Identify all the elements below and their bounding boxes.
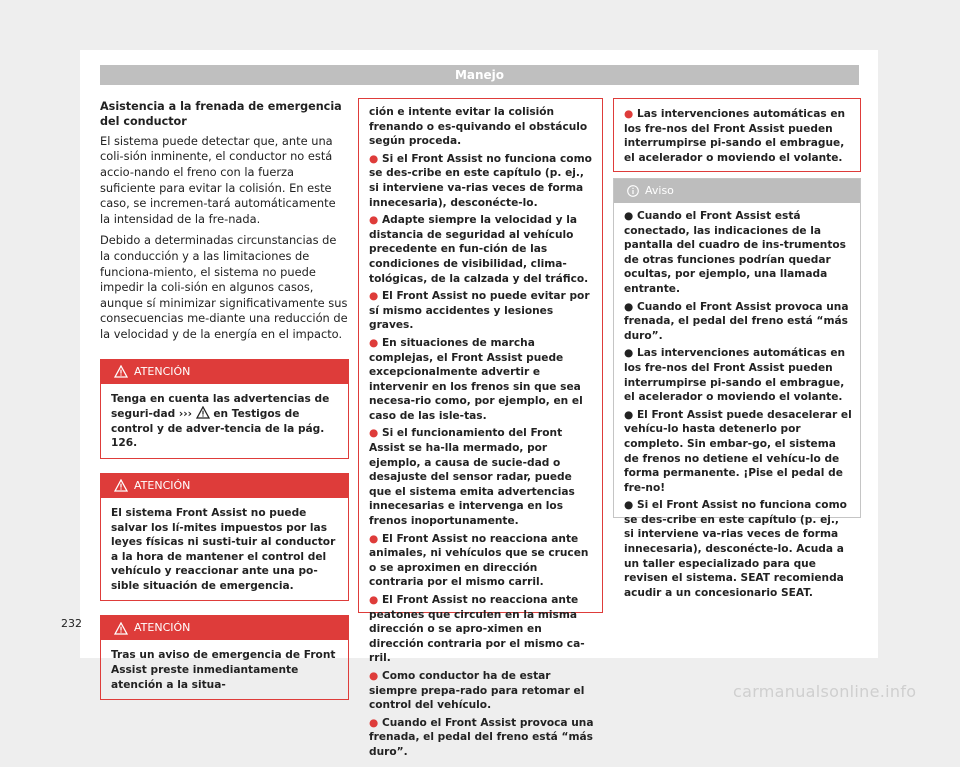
bullet-item <box>624 346 852 404</box>
warning-triangle-icon <box>114 365 128 378</box>
section-heading: Asistencia a la frenada de emergencia del conductor <box>100 100 342 129</box>
info-icon <box>627 185 639 197</box>
warning-label: ATENCIÓN <box>134 478 191 492</box>
warning-header <box>101 616 348 640</box>
bullet-text: Cuando el Front Assist provoca una frenada, el pedal del freno está “más duro”. <box>369 716 594 758</box>
bullet-dot: ● <box>624 108 637 120</box>
notice-header <box>614 179 860 203</box>
notice-bullet-list <box>614 203 860 607</box>
bullet-dot: ● <box>369 290 382 303</box>
bullet-item <box>369 289 594 333</box>
bullet-item <box>369 669 594 713</box>
warning-continuation-box <box>358 98 603 758</box>
bullet-text: Si el Front Assist no funciona como se des-cribe en este capítulo (p. ej., si interviene va-rias veces de forma innecesaria), desconécte-lo. <box>369 152 592 209</box>
warning-triangle-icon <box>114 479 128 492</box>
bullet-dot: ● <box>624 499 637 512</box>
warning-text: El sistema Front Assist no puede salvar los lí-mites impuestos por las leyes físicas ni susti-tuir al conductor a la hora de mantener el control del vehículo y reaccionar ante una po-sible situación de emergencia. <box>111 506 336 592</box>
bullet-text: Si el funcionamiento del Front Assist se ha-lla mermado, por ejemplo, a causa de sucie-dad o desajuste del sensor radar, puede que el sistema emita advertencias innecesarias e intervenga en los frenos inoportunamente. <box>369 427 575 528</box>
column-1 <box>100 99 349 714</box>
bullet-item <box>369 532 594 590</box>
bullet-dot: ● <box>624 300 637 313</box>
bullet-text: Adapte siempre la velocidad y la distancia de seguridad al vehículo precedente en fun-ción de las condiciones de visibilidad, clima-tológicas, de la calzada y del tráfico. <box>369 214 589 285</box>
bullet-dot: ● <box>369 594 382 606</box>
bullet-dot: ● <box>369 214 382 227</box>
notice-label: Aviso <box>645 184 674 197</box>
bullet-text: El Front Assist no reacciona ante animales, ni vehículos que se crucen o se aproximen en dirección contraria por el mismo carril. <box>369 532 589 589</box>
bullet-text: El Front Assist puede desacelerar el vehícu-lo hasta detenerlo por completo. Sin embar-go, el sistema de frenos no detiene el vehícu-lo de forma permanente. ¡Pise el pedal de fre-no! <box>624 408 852 494</box>
paragraph-2: Debido a determinadas circunstancias de la conducción y a las limitaciones de funciona-miento, el sistema no puede impedir la coli-sión en algunos casos, aunque sí minimizar significativamente sus consecuencias me-diante una reducción de la velocidad y de la energía en el impacto. <box>100 233 348 341</box>
bullet-item <box>369 152 594 210</box>
bullet-text: El Front Assist no reacciona ante peatones que circulen en la misma dirección o se apro-ximen en dirección contraria por el mismo ca-rril. <box>369 594 585 665</box>
bullet-text: Cuando el Front Assist está conectado, las indicaciones de la pantalla del cuadro de ins-trumentos de otras funciones podrían quedar ocultas, por ejemplo, una llamada entrante. <box>624 210 846 295</box>
bullet-dot: ● <box>369 336 382 349</box>
bullet-item <box>624 498 852 600</box>
bullet-item <box>369 426 594 528</box>
page-number: 232 <box>61 617 82 630</box>
bullet-dot: ● <box>369 669 382 682</box>
bullet-item <box>624 107 852 165</box>
bullet-item <box>624 209 852 297</box>
bullet-text: Si el Front Assist no funciona como se des-cribe en este capítulo (p. ej., si interviene va-rias veces de forma innecesaria), desconécte-lo. Acuda a un taller especializado para que revisen el sistema. SEAT recomienda acudir a un concesionario SEAT. <box>624 499 847 599</box>
warning-label: ATENCIÓN <box>134 621 191 635</box>
warning-bullet-list <box>369 152 594 760</box>
bullet-item <box>369 716 594 760</box>
bullet-item <box>624 300 852 344</box>
bullet-text: Las intervenciones automáticas en los fre-nos del Front Assist pueden interrumpirse pi-sando el embrague, el acelerador o moviendo el volante. <box>624 108 846 164</box>
bullet-dot: ● <box>369 152 382 165</box>
bullet-text: El Front Assist no puede evitar por sí mismo accidentes y lesiones graves. <box>369 290 590 332</box>
bullet-dot: ● <box>369 427 382 440</box>
warning-label: ATENCIÓN <box>134 364 191 378</box>
warning-box-1 <box>100 359 349 459</box>
warning-text-part: Tenga en cuenta las advertencias de seguri-dad <box>111 392 330 421</box>
bullet-item <box>624 408 852 496</box>
warning-continuation-text: ción e intente evitar la colisión frenando o es-quivando el obstáculo según proceda. <box>369 106 588 148</box>
warning-triangle-icon <box>196 406 210 419</box>
warning-continuation-box-2 <box>613 98 861 172</box>
warning-box-2 <box>100 473 349 602</box>
bullet-text: Como conductor ha de estar siempre prepa-rado para retomar el control del vehículo. <box>369 669 585 712</box>
bullet-item <box>369 213 594 286</box>
bullet-dot: ● <box>369 716 382 729</box>
bullet-text: En situaciones de marcha complejas, el Front Assist puede excepcionalmente advertir e intervenir en los frenos sin que sea necesa-rio como, por ejemplo, en el caso de las isle-tas. <box>369 336 583 422</box>
cross-reference-arrows[interactable]: ››› <box>178 408 192 421</box>
warning-header <box>101 360 348 384</box>
warning-triangle-icon <box>114 622 128 635</box>
bullet-text: Cuando el Front Assist provoca una frenada, el pedal del freno está “más duro”. <box>624 300 849 342</box>
bullet-item <box>369 336 594 424</box>
section-header: Manejo <box>100 65 859 85</box>
bullet-dot: ● <box>624 347 637 360</box>
paragraph-1: El sistema puede detectar que, ante una coli-sión inminente, el conductor no está accio-nando el freno con la fuerza suficiente para evitar la colisión. En este caso, se incremen-tará automáticamente la intensidad de la fre-nada. <box>100 133 336 226</box>
warning-box-3 <box>100 615 349 700</box>
warning-text <box>101 384 348 458</box>
bullet-text: Las intervenciones automáticas en los fre-nos del Front Assist pueden interrumpirse pi-sando el embrague, el acelerador o moviendo el volante. <box>624 347 846 404</box>
warning-text-part: en Testigos de control y de adver-tencia de la pág. 126. <box>111 408 325 450</box>
bullet-dot: ● <box>624 210 637 222</box>
warning-header <box>101 474 348 498</box>
watermark: carmanualsonline.info <box>733 682 917 701</box>
notice-box <box>613 178 861 599</box>
bullet-dot: ● <box>369 532 382 545</box>
warning-text: Tras un aviso de emergencia de Front Assist preste inmediantamente atención a la situa- <box>111 649 336 691</box>
bullet-item <box>369 593 594 666</box>
bullet-dot: ● <box>624 408 637 421</box>
